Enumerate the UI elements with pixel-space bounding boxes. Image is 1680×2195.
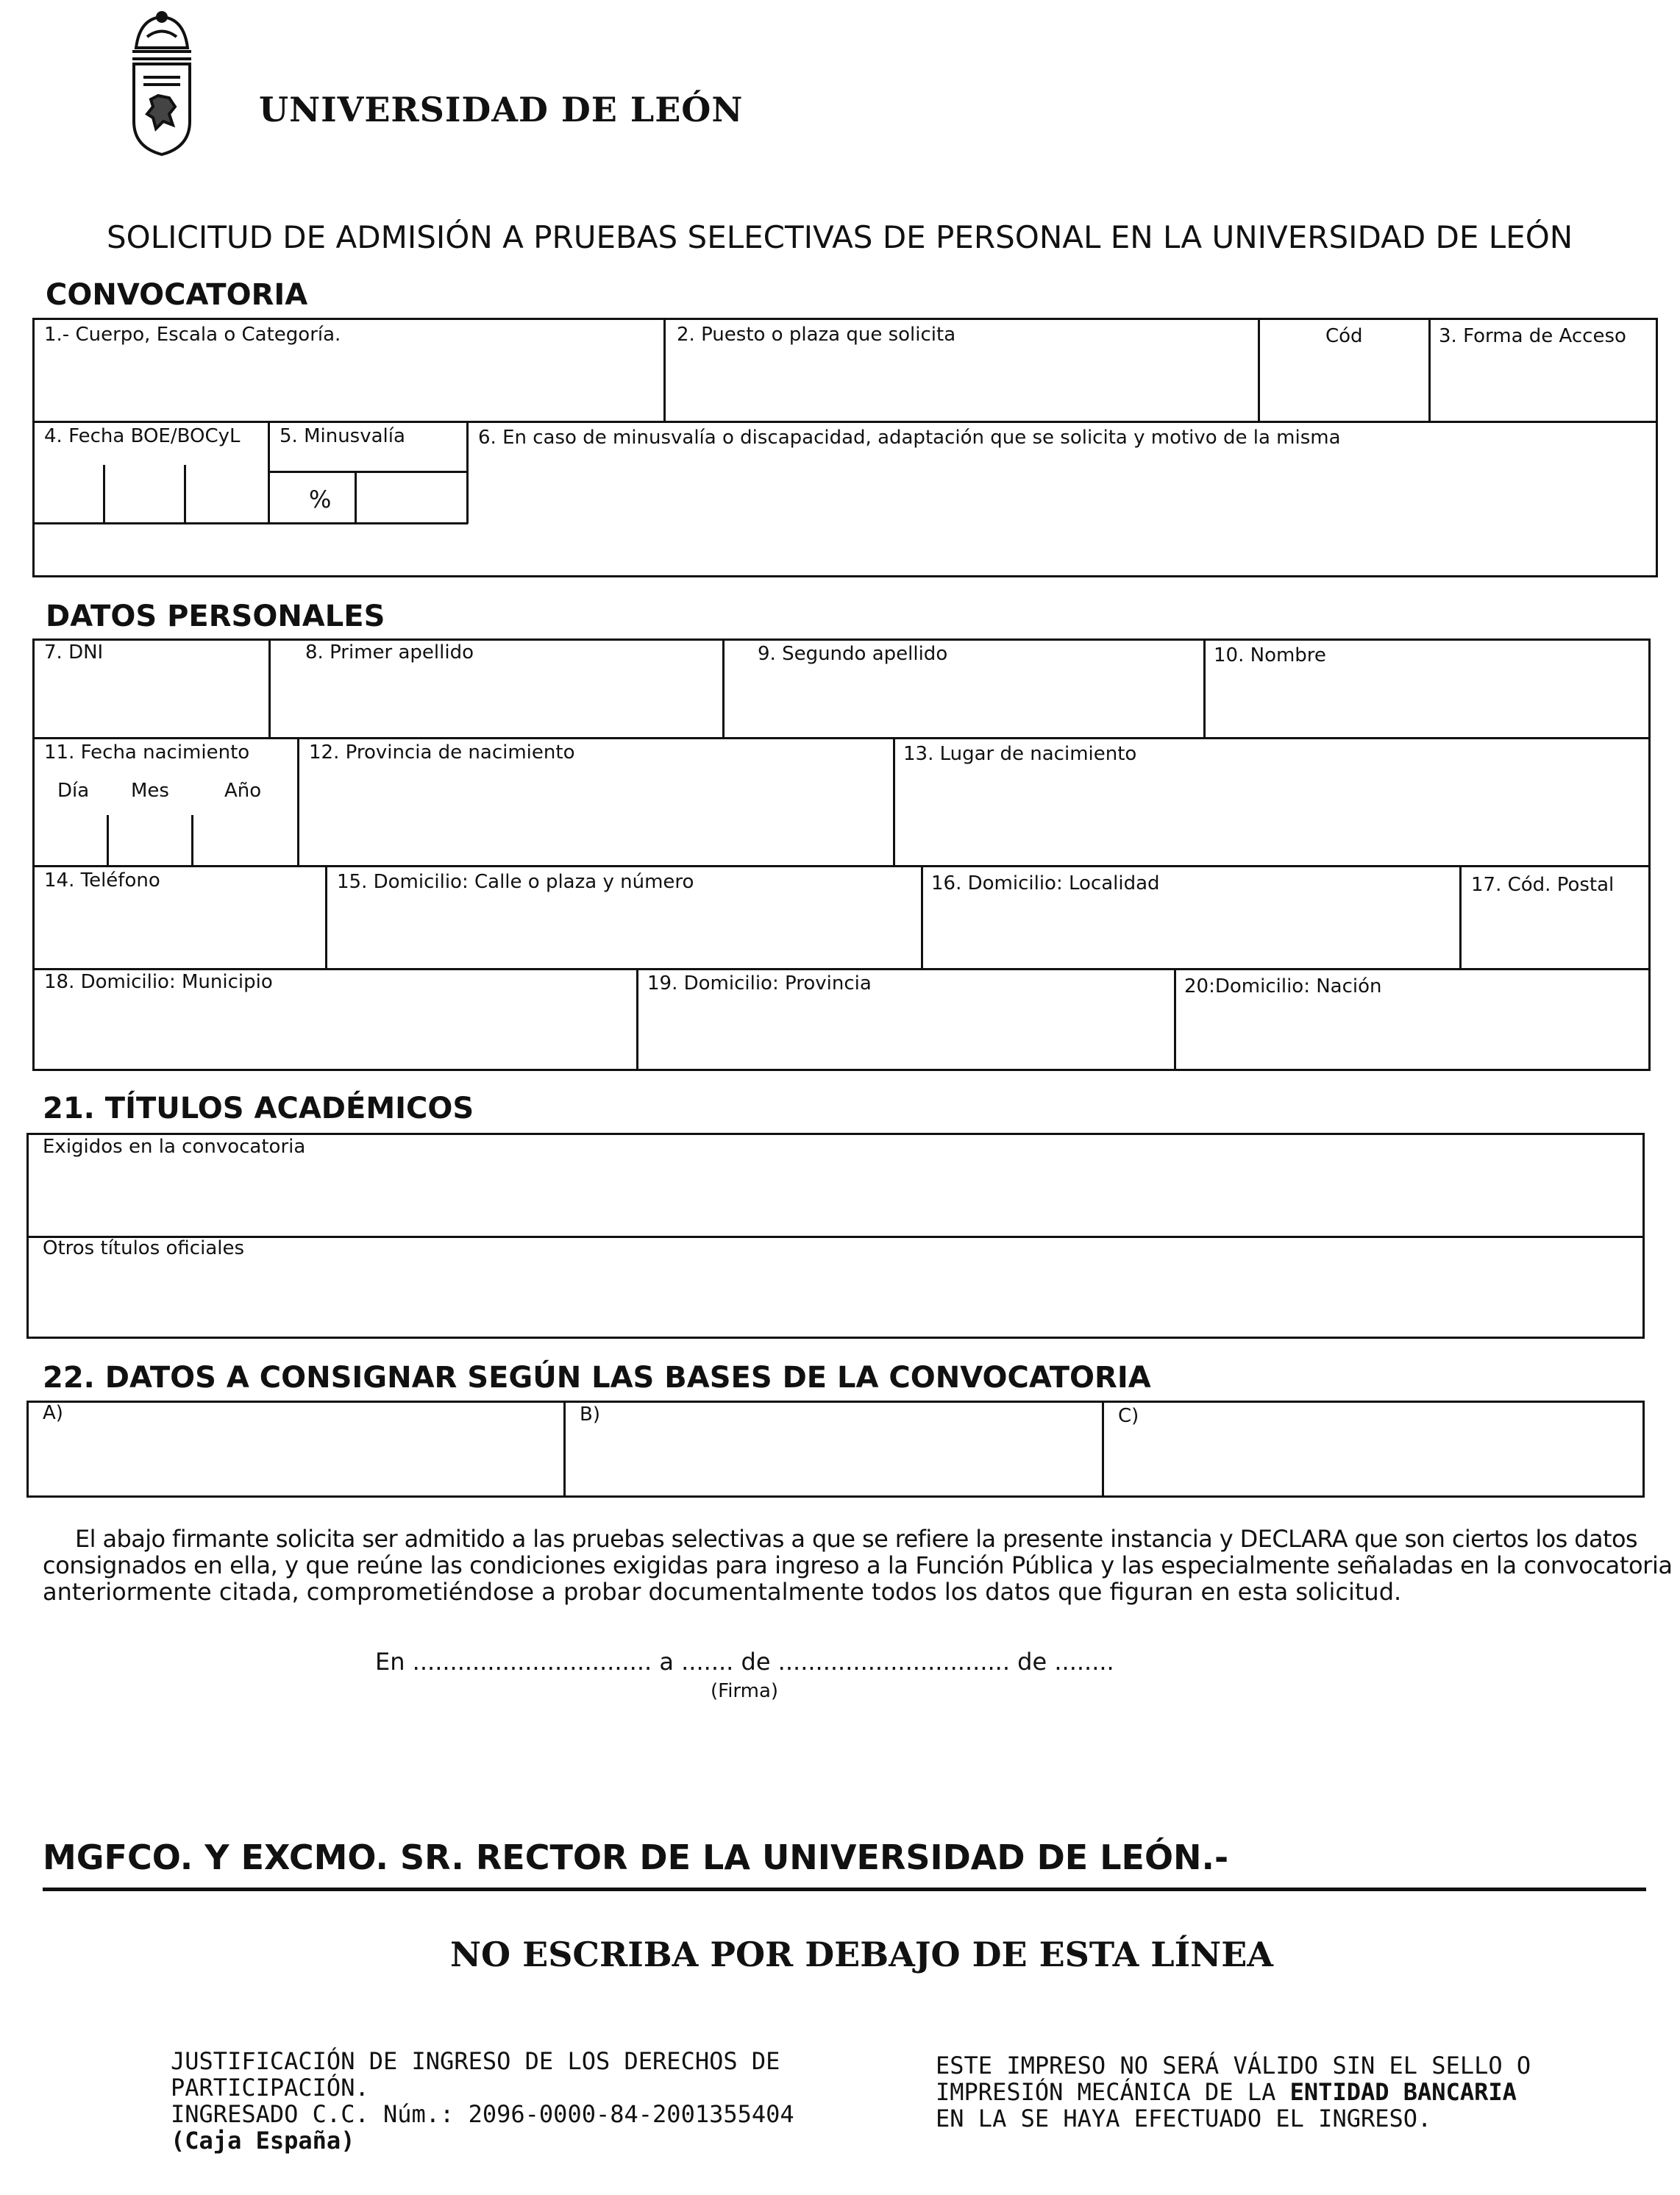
field-domicilio-nacion[interactable]: 20:Domicilio: Nación xyxy=(1184,975,1382,997)
validity-line-2a: IMPRESIÓN MECÁNICA DE LA xyxy=(936,2078,1290,2106)
rector-address: MGFCO. Y EXCMO. SR. RECTOR DE LA UNIVERSIDAD DE LEÓN.- xyxy=(43,1838,1229,1877)
field-telefono[interactable]: 14. Teléfono xyxy=(44,869,160,892)
section-heading-datos-bases: 22. DATOS A CONSIGNAR SEGÚN LAS BASES DE LA CONVOCATORIA xyxy=(43,1361,1151,1395)
entidad-bancaria: ENTIDAD BANCARIA xyxy=(1289,2078,1517,2106)
date-place-line[interactable]: En ................................ a ....... de ............................... de ........ xyxy=(375,1648,1114,1676)
field-fecha-nacimiento[interactable]: 11. Fecha nacimiento xyxy=(44,741,250,764)
payment-justification xyxy=(171,2048,794,2154)
percent-sign: % xyxy=(309,485,332,513)
field-domicilio-localidad[interactable]: 16. Domicilio: Localidad xyxy=(931,872,1160,894)
field-dato-a[interactable]: A) xyxy=(43,1402,63,1424)
field-lugar-nacimiento[interactable]: 13. Lugar de nacimiento xyxy=(903,743,1137,765)
validity-notice xyxy=(936,2052,1531,2132)
declaration-text xyxy=(43,1525,1673,1606)
validity-line-1: ESTE IMPRESO NO SERÁ VÁLIDO SIN EL SELLO O xyxy=(936,2052,1531,2080)
field-fecha-boe[interactable]: 4. Fecha BOE/BOCyL xyxy=(44,425,241,447)
declaration-line-2: consignados en ella, y que reúne las condiciones exigidas para ingreso a la Función Pública y las especialmente señaladas en la convocatoria xyxy=(43,1551,1673,1579)
payment-bank-name: (Caja España) xyxy=(171,2127,355,2155)
field-cod[interactable]: Cód xyxy=(1325,325,1363,347)
datos-bases-grid xyxy=(26,1401,1645,1498)
payment-account-number: INGRESADO C.C. Núm.: 2096-0000-84-2001355404 xyxy=(171,2100,794,2128)
payment-line-1: JUSTIFICACIÓN DE INGRESO DE LOS DERECHOS DE xyxy=(171,2047,780,2075)
validity-line-2 xyxy=(936,2079,1531,2105)
label-mes: Mes xyxy=(131,780,169,802)
field-domicilio-provincia[interactable]: 19. Domicilio: Provincia xyxy=(647,972,872,995)
payment-line-2: PARTICIPACIÓN. xyxy=(171,2074,369,2102)
field-otros-titulos[interactable]: Otros títulos oficiales xyxy=(43,1237,245,1259)
form-title: SOLICITUD DE ADMISIÓN A PRUEBAS SELECTIVAS DE PERSONAL EN LA UNIVERSIDAD DE LEÓN xyxy=(107,219,1573,255)
field-provincia-nacimiento[interactable]: 12. Provincia de nacimiento xyxy=(309,741,575,764)
section-heading-convocatoria: CONVOCATORIA xyxy=(46,278,308,312)
field-forma-acceso[interactable]: 3. Forma de Acceso xyxy=(1439,325,1626,347)
datos-personales-grid xyxy=(32,638,1651,1071)
university-name: UNIVERSIDAD DE LEÓN xyxy=(259,90,744,129)
cut-line xyxy=(43,1888,1646,1891)
field-cod-postal[interactable]: 17. Cód. Postal xyxy=(1471,874,1615,896)
declaration-line-3: anteriormente citada, comprometiéndose a probar documentalmente todos los datos que figuran en esta solicitud. xyxy=(43,1578,1402,1606)
university-crest-logo xyxy=(118,11,206,158)
firma-label: (Firma) xyxy=(711,1680,779,1702)
field-titulos-exigidos[interactable]: Exigidos en la convocatoria xyxy=(43,1136,306,1158)
field-cuerpo-escala[interactable]: 1.- Cuerpo, Escala o Categoría. xyxy=(44,324,341,346)
declaration-line-1: El abajo firmante solicita ser admitido a las pruebas selectivas a que se refiere la presente instancia y DECLARA que son ciertos los datos xyxy=(75,1525,1638,1553)
field-primer-apellido[interactable]: 8. Primer apellido xyxy=(305,641,474,664)
section-heading-titulos: 21. TÍTULOS ACADÉMICOS xyxy=(43,1092,474,1125)
no-escriba-notice: NO ESCRIBA POR DEBAJO DE ESTA LÍNEA xyxy=(450,1935,1273,1974)
field-domicilio-calle[interactable]: 15. Domicilio: Calle o plaza y número xyxy=(337,871,694,893)
field-puesto-plaza[interactable]: 2. Puesto o plaza que solicita xyxy=(677,324,956,346)
section-heading-datos-personales: DATOS PERSONALES xyxy=(46,600,385,633)
validity-line-3: EN LA SE HAYA EFECTUADO EL INGRESO. xyxy=(936,2105,1432,2132)
field-minusvalia[interactable]: 5. Minusvalía xyxy=(280,425,405,447)
field-segundo-apellido[interactable]: 9. Segundo apellido xyxy=(758,643,948,665)
field-domicilio-municipio[interactable]: 18. Domicilio: Municipio xyxy=(44,971,273,993)
field-dato-b[interactable]: B) xyxy=(580,1404,600,1426)
label-anio: Año xyxy=(224,780,262,802)
field-dni[interactable]: 7. DNI xyxy=(44,641,104,664)
field-nombre[interactable]: 10. Nombre xyxy=(1214,644,1326,666)
field-dato-c[interactable]: C) xyxy=(1118,1405,1139,1427)
field-adaptacion[interactable]: 6. En caso de minusvalía o discapacidad, adaptación que se solicita y motivo de la misma xyxy=(478,427,1341,449)
label-dia: Día xyxy=(57,780,90,802)
